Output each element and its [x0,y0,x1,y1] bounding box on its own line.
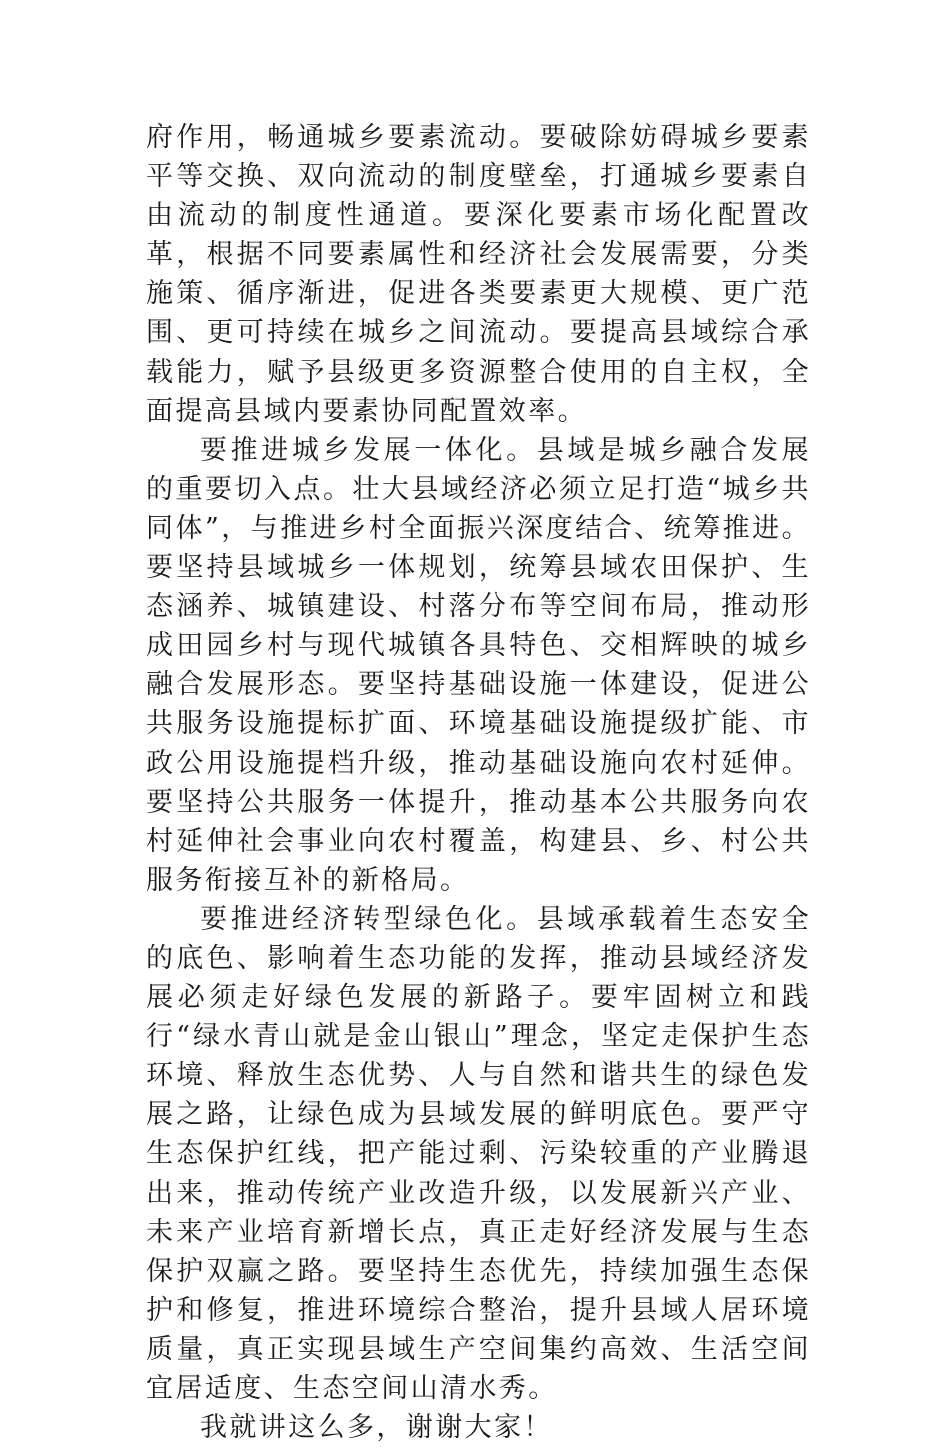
paragraph: 要推进经济转型绿色化。县域承载着生态安全的底色、影响着生态功能的发挥，推动县域经济发展必须走好绿色发展的新路子。要牢固树立和践行“绿水青山就是金山银山”理念，坚定走保护生态环境、释放生态优势、人与自然和谐共生的绿色发展之路，让绿色成为县域发展的鲜明底色。要严守生态保护红线，把产能过剩、污染较重的产业腾退出来，推动传统产业改造升级，以发展新兴产业、未来产业培育新增长点，真正走好经济发展与生态保护双赢之路。要坚持生态优先，持续加强生态保护和修复，推进环境综合整治，提升县域人居环境质量，真正实现县域生产空间集约高效、生活空间宜居适度、生态空间山清水秀。 [146,903,811,1404]
paragraph: 府作用，畅通城乡要素流动。要破除妨碍城乡要素平等交换、双向流动的制度壁垒，打通城乡要素自由流动的制度性通道。要深化要素市场化配置改革，根据不同要素属性和经济社会发展需要，分类施策、循序渐进，促进各类要素更大规模、更广范围、更可持续在城乡之间流动。要提高县域综合承载能力，赋予县级更多资源整合使用的自主权，全面提高县域内要素协同配置效率。 [146,122,811,427]
document-body [146,118,811,1447]
paragraph: 要推进城乡发展一体化。县域是城乡融合发展的重要切入点。壮大县域经济必须立足打造“城乡共同体”，与推进乡村全面振兴深度结合、统筹推进。要坚持县域城乡一体规划，统筹县域农田保护、生态涵养、城镇建设、村落分布等空间布局，推动形成田园乡村与现代城镇各具特色、交相辉映的城乡融合发展形态。要坚持基础设施一体建设，促进公共服务设施提标扩面、环境基础设施提级扩能、市政公用设施提档升级，推动基础设施向农村延伸。要坚持公共服务一体提升，推动基本公共服务向农村延伸社会事业向农村覆盖，构建县、乡、村公共服务衔接互补的新格局。 [146,434,811,896]
closing-remark: 我就讲这么多，谢谢大家！ [200,1412,553,1444]
